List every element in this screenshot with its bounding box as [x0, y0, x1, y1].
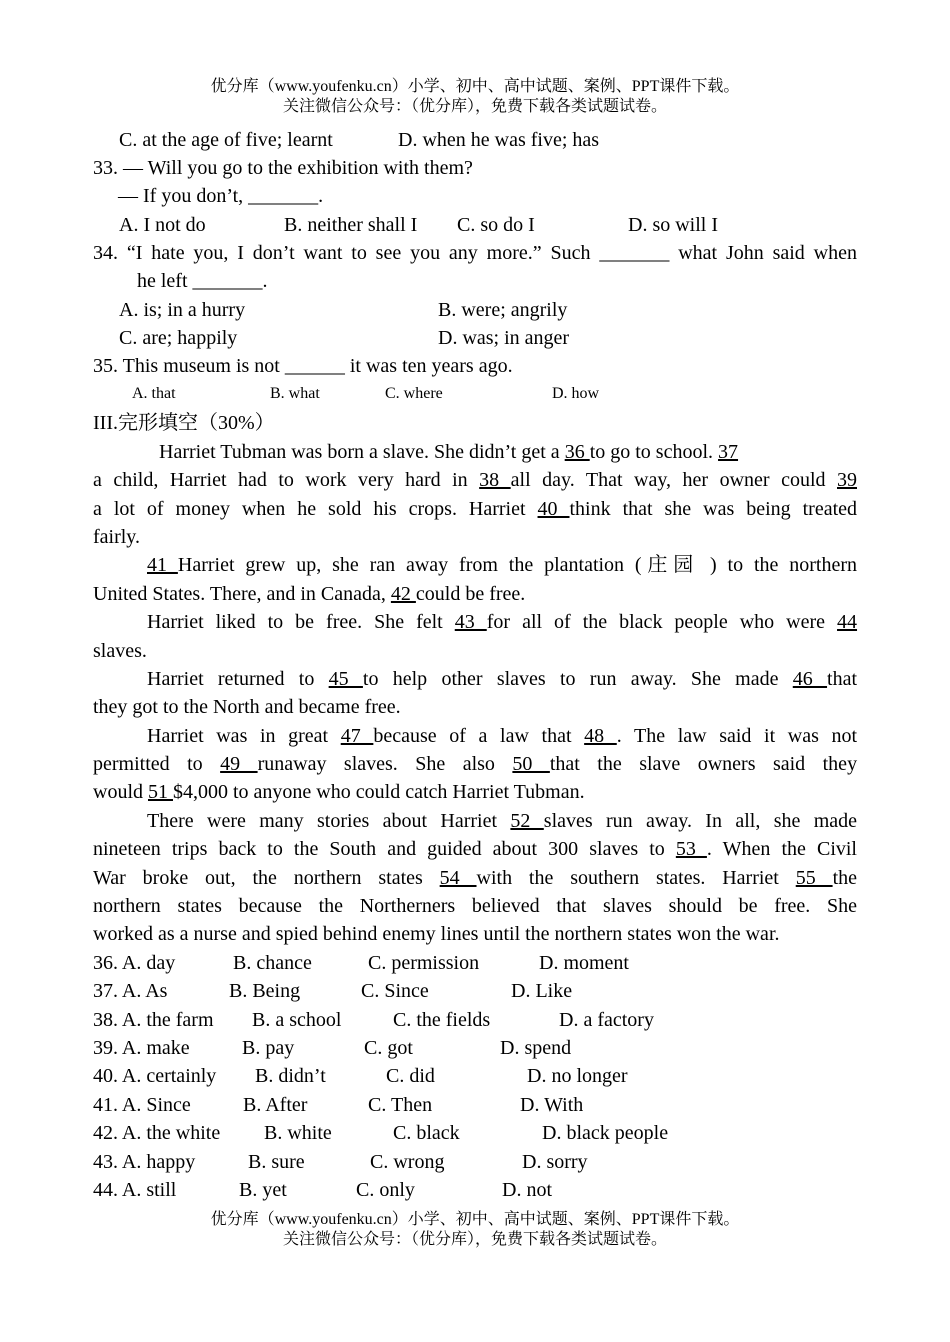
q34-option-b: B. were; angrily [438, 299, 568, 321]
passage-line: worked as a nurse and spied behind enemy lines until the northern states won the war. [93, 923, 780, 945]
passage-line [93, 864, 857, 892]
q35-stem: 35. This museum is not ______ it was ten years ago. [93, 355, 513, 377]
passage-text: could be free. [415, 583, 526, 605]
passage-text: United States. There, and in Canada, [93, 583, 386, 605]
passage-line [147, 608, 857, 636]
option-c: C. black [393, 1122, 460, 1144]
blank-40: 40 [537, 498, 570, 520]
option-b: B. sure [248, 1151, 305, 1173]
option-c: C. got [364, 1037, 413, 1059]
q34-option-c: C. are; happily [119, 327, 238, 349]
passage-text: nineteen trips back to the South and guided about 300 slaves to [93, 838, 665, 860]
option-b: B. yet [239, 1179, 287, 1201]
passage-text: Harriet returned to [147, 668, 315, 690]
passage-line: they got to the North and became free. [93, 696, 401, 718]
passage-text: $4,000 to anyone who could catch Harriet Tubman. [173, 781, 585, 803]
passage-line: fairly. [93, 526, 141, 548]
page-header-line2: 关注微信公众号：（优分库），免费下载各类试题试卷。 [282, 98, 667, 115]
passage-text: to help other slaves to run away. She made [362, 668, 779, 690]
blank-42: 42 [390, 583, 416, 605]
option-a: 40. A. certainly [93, 1065, 217, 1087]
q32-option-c: C. at the age of five; learnt [119, 129, 333, 151]
blank-44: 44 [837, 611, 858, 633]
passage-text: a child, Harriet had to work very hard in [93, 469, 468, 491]
blank-41: 41 [147, 554, 178, 576]
blank-47: 47 [340, 725, 374, 747]
passage-text: think that she was being treated [569, 498, 858, 520]
blank-53: 53 [675, 838, 707, 860]
passage-text: would [93, 781, 143, 803]
passage-text: Harriet was in great [147, 725, 329, 747]
blank-43: 43 [454, 611, 487, 633]
blank-37: 37 [718, 441, 739, 463]
passage-line [147, 551, 857, 579]
option-c: C. the fields [393, 1009, 491, 1031]
q33-line2: — If you don’t, _______. [118, 185, 324, 207]
q35-option-c: C. where [385, 385, 443, 402]
option-d: D. black people [542, 1122, 669, 1144]
option-b: B. pay [242, 1037, 295, 1059]
passage-text: because of a law that [373, 725, 572, 747]
page-footer-line2: 关注微信公众号：（优分库），免费下载各类试题试卷。 [282, 1231, 667, 1248]
passage-line [93, 778, 585, 806]
option-a: 37. A. As [93, 980, 168, 1002]
option-a: 42. A. the white [93, 1122, 221, 1144]
option-c: C. wrong [370, 1151, 445, 1173]
passage-line [159, 438, 738, 466]
option-b: B. After [243, 1094, 308, 1116]
option-d: D. sorry [522, 1151, 588, 1173]
passage-text: . When the Civil [706, 838, 857, 860]
blank-45: 45 [328, 668, 363, 690]
q35-option-a: A. that [132, 385, 176, 402]
option-a: 36. A. day [93, 952, 176, 974]
section-title-cloze: III.完形填空（30%） [93, 412, 275, 434]
option-a: 44. A. still [93, 1179, 177, 1201]
passage-text: slaves run away. In all, she made [543, 810, 858, 832]
q34-option-a: A. is; in a hurry [119, 299, 246, 321]
passage-text: to go to school. [589, 441, 714, 463]
blank-52: 52 [510, 810, 544, 832]
passage-line [93, 750, 857, 778]
option-d: D. moment [539, 952, 629, 974]
option-d: D. Like [511, 980, 573, 1002]
passage-line [147, 807, 857, 835]
option-d: D. spend [500, 1037, 572, 1059]
blank-38: 38 [479, 469, 511, 491]
q34-line2: he left _______. [137, 270, 268, 292]
option-a: 41. A. Since [93, 1094, 191, 1116]
passage-text: War broke out, the northern states [93, 867, 423, 889]
passage-text: the [832, 867, 858, 889]
passage-text: Harriet grew up, she ran away from the plantation (庄园 ) to the northern [177, 554, 858, 576]
passage-line: northern states because the Northerners believed that slaves should be free. She [93, 895, 857, 917]
blank-46: 46 [792, 668, 828, 690]
passage-text: Harriet Tubman was born a slave. She didn’t get a [159, 441, 560, 463]
passage-line [147, 665, 857, 693]
option-c: C. Then [368, 1094, 433, 1116]
blank-51: 51 [148, 781, 173, 803]
page-footer-line1: 优分库（www.youfenku.cn）小学、初中、高中试题、案例、PPT课件下载。 [210, 1211, 740, 1228]
blank-36: 36 [564, 441, 590, 463]
option-d: D. With [520, 1094, 584, 1116]
option-b: B. didn’t [255, 1065, 326, 1087]
passage-text: There were many stories about Harriet [147, 810, 498, 832]
q32-option-d: D. when he was five; has [398, 129, 600, 151]
option-c: C. permission [368, 952, 480, 974]
passage-text: permitted to [93, 753, 203, 775]
q33-option-a: A. I not do [119, 214, 206, 236]
passage-line [147, 722, 857, 750]
passage-text: all day. That way, her owner could [510, 469, 826, 491]
option-a: 39. A. make [93, 1037, 190, 1059]
option-c: C. did [386, 1065, 435, 1087]
q34-option-d: D. was; in anger [438, 327, 570, 349]
passage-text: with the southern states. Harriet [476, 867, 779, 889]
option-b: B. Being [229, 980, 301, 1002]
passage-line [93, 495, 857, 523]
q33-stem: 33. — Will you go to the exhibition with them? [93, 157, 473, 179]
blank-49: 49 [220, 753, 258, 775]
passage-line [93, 466, 857, 494]
passage-text: . The law said it was not [616, 725, 858, 747]
passage-text: for all of the black people who were [486, 611, 826, 633]
q35-option-b: B. what [270, 385, 320, 402]
passage-line [93, 580, 525, 608]
option-d: D. not [502, 1179, 552, 1201]
passage-text: runaway slaves. She also [257, 753, 495, 775]
q33-option-b: B. neither shall I [284, 214, 418, 236]
q33-option-d: D. so will I [628, 214, 718, 236]
q34-stem: 34. “I hate you, I don’t want to see you any more.” Such _______ what John said when [93, 242, 857, 264]
passage-line [93, 835, 857, 863]
option-b: B. white [264, 1122, 332, 1144]
blank-48: 48 [584, 725, 617, 747]
option-b: B. chance [233, 952, 312, 974]
blank-54: 54 [439, 867, 477, 889]
q33-option-c: C. so do I [457, 214, 535, 236]
option-b: B. a school [252, 1009, 342, 1031]
passage-text: that the slave owners said they [549, 753, 858, 775]
option-a: 43. A. happy [93, 1151, 196, 1173]
blank-55: 55 [795, 867, 833, 889]
passage-line: slaves. [93, 640, 147, 662]
option-d: D. a factory [559, 1009, 654, 1031]
q35-option-d: D. how [552, 385, 600, 402]
option-c: C. only [356, 1179, 415, 1201]
option-c: C. Since [361, 980, 429, 1002]
passage-text: a lot of money when he sold his crops. Harriet [93, 498, 526, 520]
passage-text: Harriet liked to be free. She felt [147, 611, 443, 633]
blank-39: 39 [837, 469, 857, 491]
option-a: 38. A. the farm [93, 1009, 214, 1031]
passage-text: that [827, 668, 858, 690]
option-d: D. no longer [527, 1065, 628, 1087]
page-header-line1: 优分库（www.youfenku.cn）小学、初中、高中试题、案例、PPT课件下载。 [210, 78, 740, 95]
blank-50: 50 [512, 753, 550, 775]
